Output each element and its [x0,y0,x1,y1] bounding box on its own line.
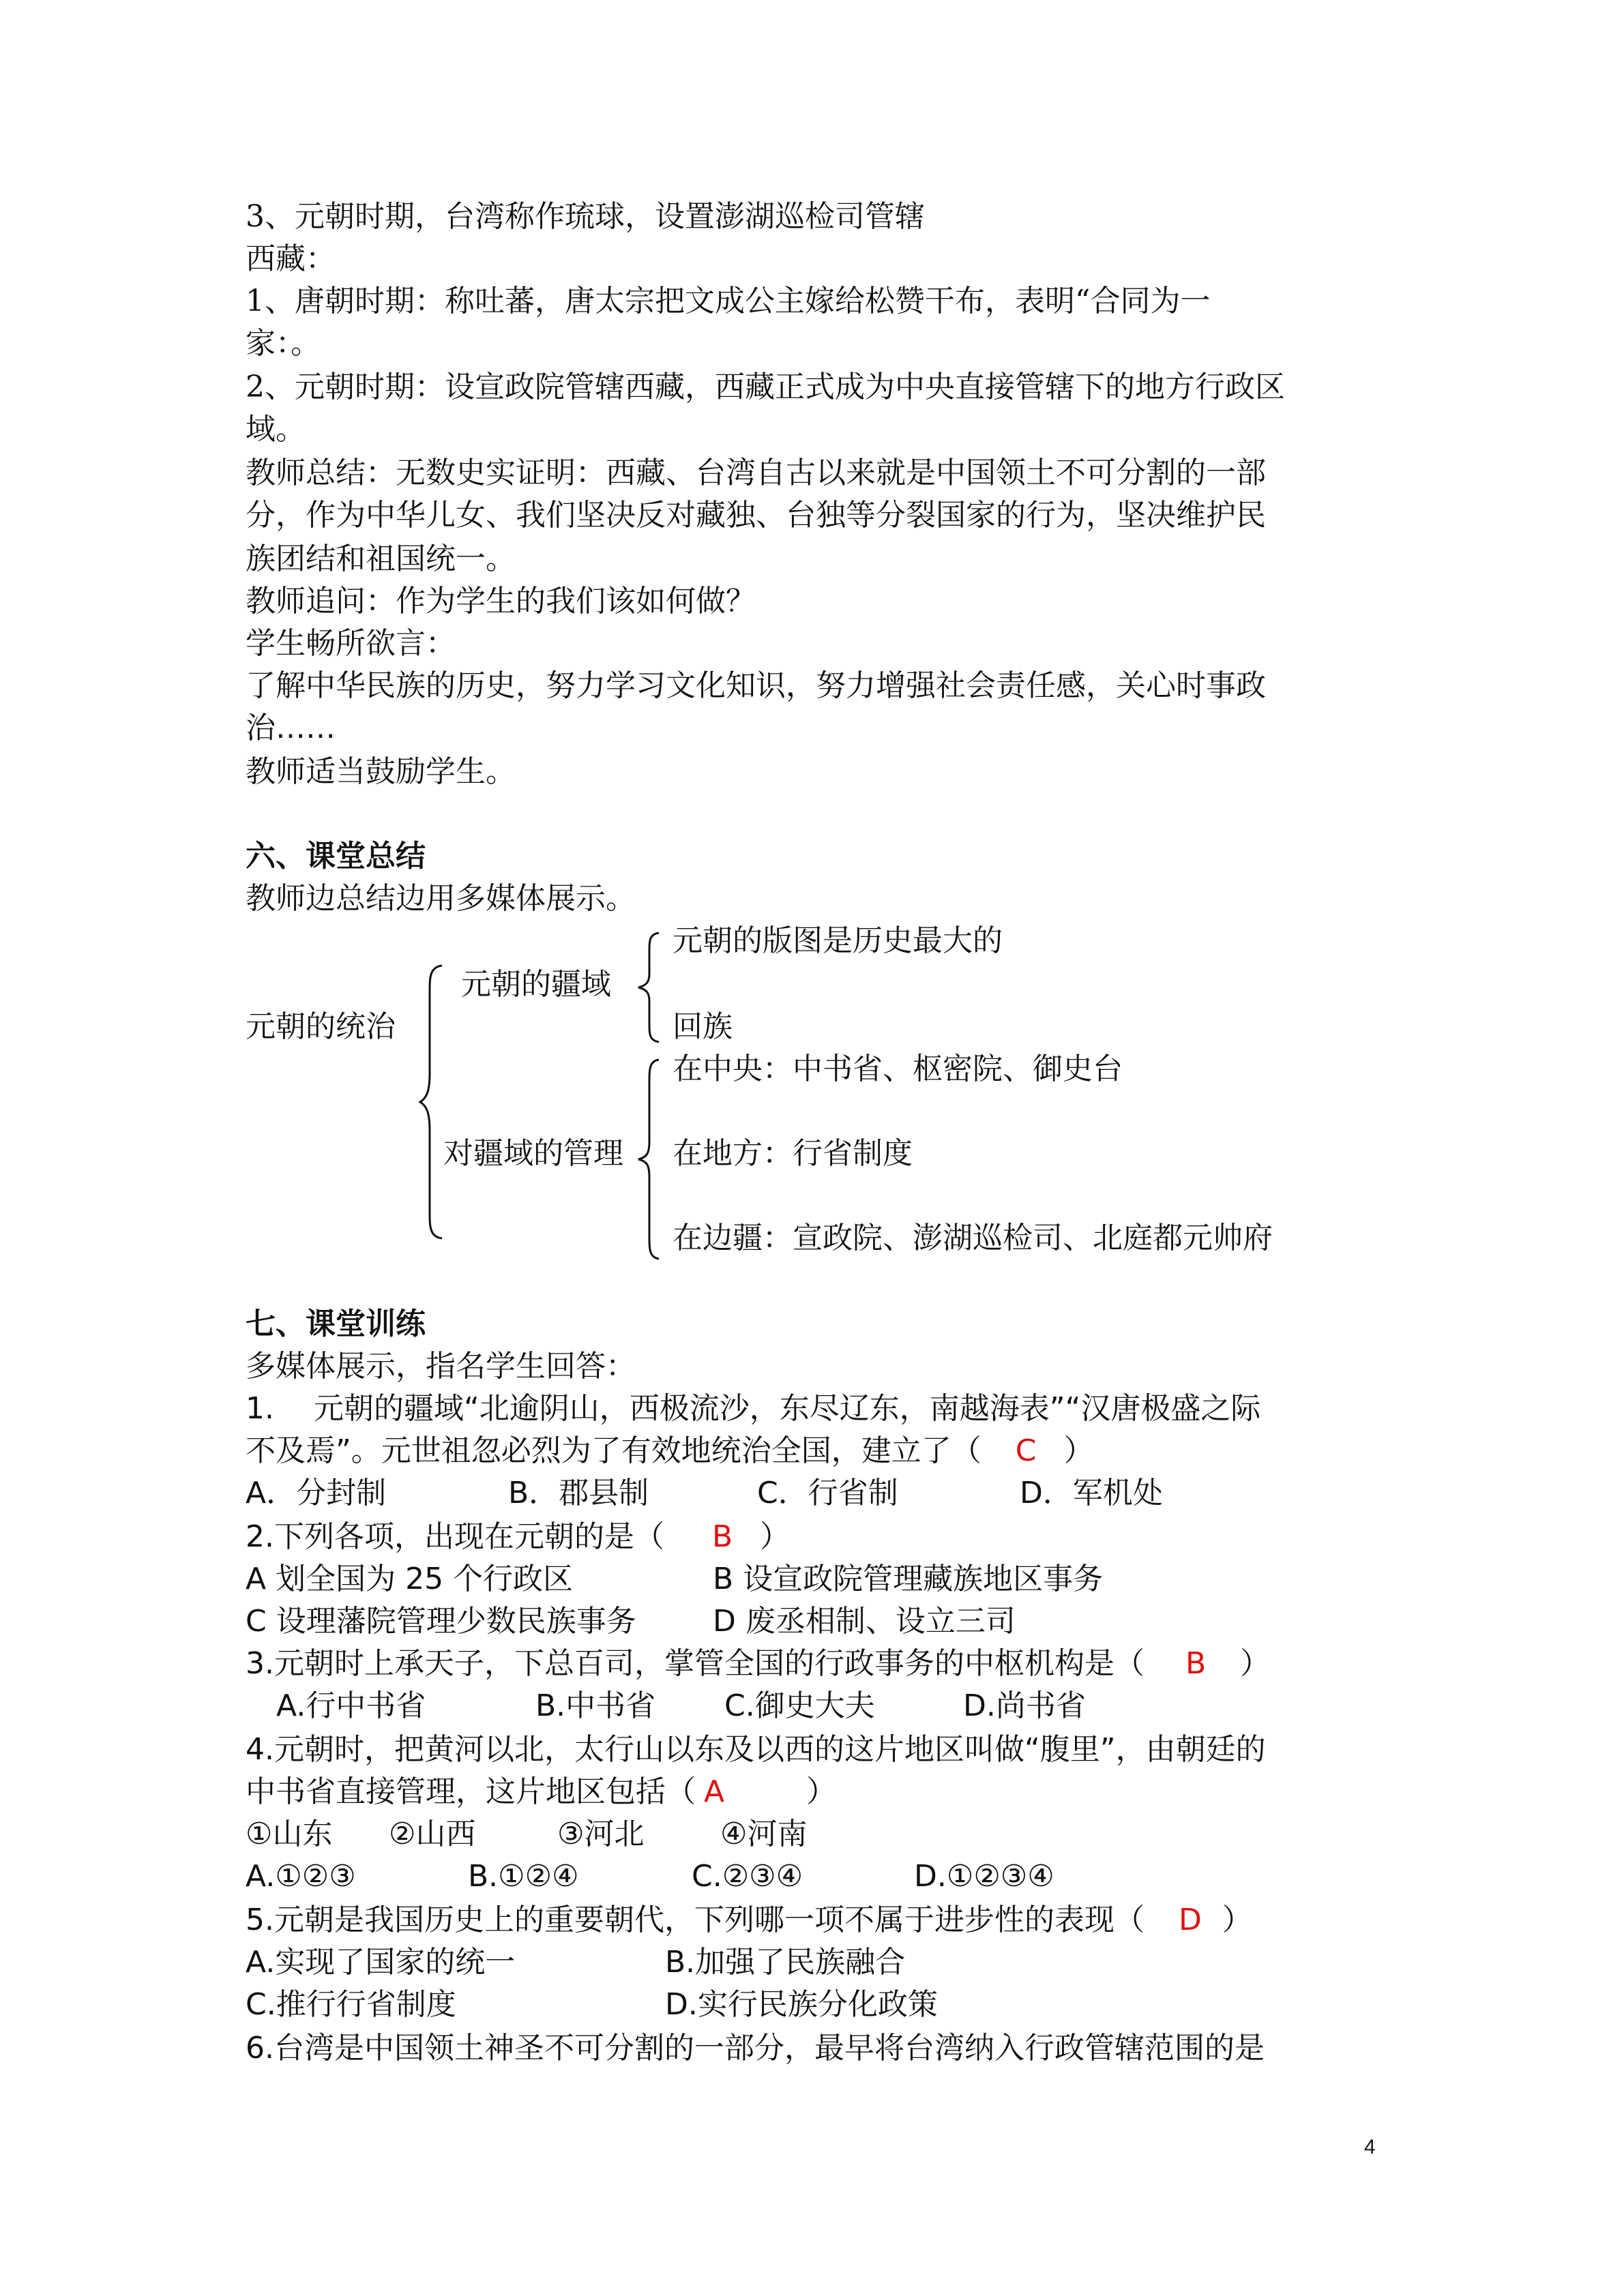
close-paren: ） [1222,1903,1252,1937]
option: C．行省制 [757,1476,898,1510]
text-line: 治…… [246,711,336,745]
option: B.①②④ [468,1859,579,1894]
option: A.实现了国家的统一 [246,1945,516,1980]
page-number: 4 [1364,2136,1376,2158]
answer-mark: B [1185,1646,1207,1681]
brace-management [634,1058,662,1260]
diagram-branch-territory: 元朝的疆域 [461,967,611,1002]
text-line: 域。 [246,412,306,447]
option: D.尚书省 [963,1688,1086,1723]
choice-item: ④河南 [720,1817,808,1851]
question-number: 1. [246,1391,274,1426]
text-line: 学生畅所欲言： [246,626,456,661]
question-stem: 2.下列各项，出现在元朝的是（ [246,1519,664,1554]
question-text: 6.台湾是中国领土神圣不可分割的一部分，最早将台湾纳入行政管辖范围的是 [246,2031,1265,2066]
option: B 设宣政院管理藏族地区事务 [713,1562,1104,1596]
answer-mark: D [1178,1903,1202,1937]
diagram-root: 元朝的统治 [246,1009,396,1044]
question-text [246,1900,1252,1941]
question-text [246,1431,1094,1472]
question-text: 元朝的疆域“北逾阴山，西极流沙，东尽辽东，南越海表”“汉唐极盛之际 [314,1391,1261,1426]
close-paren: ） [760,1519,791,1554]
answer-mark: B [711,1519,733,1554]
option: A 划全国为 25 个行政区 [246,1562,574,1596]
option: D.①②③④ [914,1859,1054,1894]
option: D 废丞相制、设立三司 [713,1604,1016,1639]
text-line: 家：。 [246,326,321,361]
choice-item: ①山东 [246,1817,333,1851]
diagram-branch-management: 对疆域的管理 [443,1136,623,1171]
choice-item: ②山西 [389,1817,476,1851]
option: B．郡县制 [508,1476,649,1510]
text-line: 西藏： [246,241,336,276]
text-line: 教师适当鼓励学生。 [246,754,516,789]
question-stem: 中书省直接管理，这片地区包括（ [246,1774,696,1809]
diagram-item: 元朝的版图是历史最大的 [673,923,1003,958]
text-line: 教师边总结边用多媒体展示。 [246,881,636,916]
option: C 设理藩院管理少数民族事务 [246,1604,636,1639]
text-line: 多媒体展示，指名学生回答： [246,1349,636,1384]
section-heading: 六、课堂总结 [246,839,426,874]
option: C.②③④ [692,1859,803,1894]
question-stem: 不及焉”。元世祖忽必烈为了有效地统治全国，建立了（ [246,1433,981,1468]
question-stem: 3.元朝时上承天子，下总百司，掌管全国的行政事务的中枢机构是（ [246,1646,1145,1681]
text-line: 族团结和祖国统一。 [246,541,516,576]
diagram-item: 在边疆：宣政院、澎湖巡检司、北庭都元帅府 [673,1221,1273,1255]
question-text [246,1772,836,1813]
option: D．军机处 [1020,1476,1163,1510]
close-paren: ） [1240,1646,1271,1681]
brace-root [417,964,445,1240]
choice-item: ③河北 [557,1817,645,1851]
text-line: 3、元朝时期，台湾称作琉球，设置澎湖巡检司管辖 [246,199,925,234]
text-line: 2、元朝时期：设宣政院管辖西藏，西藏正式成为中央直接管辖下的地方行政区 [246,370,1285,404]
option: D.实行民族分化政策 [665,1987,938,2022]
option: A.①②③ [246,1859,356,1894]
close-paren: ） [1063,1433,1094,1468]
section-heading: 七、课堂训练 [246,1307,426,1341]
option: C.御史大夫 [724,1688,875,1723]
diagram-item: 在中央：中书省、枢密院、御史台 [673,1052,1123,1086]
option: C.推行行省制度 [246,1987,456,2022]
answer-mark: A [704,1774,725,1809]
answer-mark: C [1015,1433,1037,1468]
option: A．分封制 [246,1476,387,1510]
option: B.加强了民族融合 [665,1945,906,1980]
diagram-item: 回族 [673,1009,733,1044]
diagram-item: 在地方：行省制度 [673,1136,913,1171]
question-stem: 5.元朝是我国历史上的重要朝代，下列哪一项不属于进步性的表现（ [246,1903,1145,1937]
brace-territory [634,931,662,1043]
question-text: 4.元朝时，把黄河以北，太行山以东及以西的这片地区叫做“腹里”，由朝廷的 [246,1732,1266,1767]
option: B.中书省 [535,1688,656,1723]
text-line: 1、唐朝时期：称吐蕃，唐太宗把文成公主嫁给松赞干布，表明“合同为一 [246,284,1211,318]
text-line: 分，作为中华儿女、我们坚决反对藏独、台独等分裂国家的行为，坚决维护民 [246,498,1266,533]
close-paren: ） [806,1774,837,1809]
text-line: 教师追问：作为学生的我们该如何做？ [246,584,756,618]
question-text [246,1517,790,1557]
option: A.行中书省 [276,1688,426,1723]
question-text [246,1643,1270,1684]
text-line: 了解中华民族的历史，努力学习文化知识，努力增强社会责任感，关心时事政 [246,668,1266,703]
text-line: 教师总结：无数史实证明：西藏、台湾自古以来就是中国领土不可分割的一部 [246,456,1266,490]
